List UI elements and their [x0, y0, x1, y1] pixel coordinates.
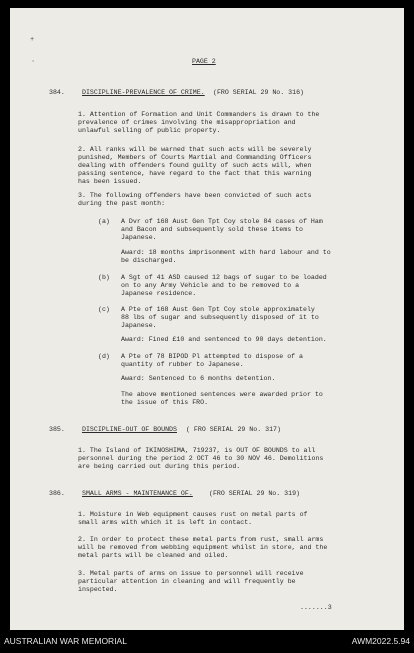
- item-line: Japanese.: [121, 322, 157, 329]
- paragraph-line: 2. In order to protect these metal parts from rust, small arms: [78, 536, 324, 543]
- item-line: quantity of rubber to Japanese.: [121, 361, 244, 368]
- closing-line: the issue of this FRO.: [121, 399, 209, 406]
- item-label: (c): [98, 306, 110, 313]
- section-heading: DISCIPLINE-PREVALENCE OF CRIME.: [82, 89, 205, 96]
- paragraph-line: are being carried out during this period.: [78, 463, 241, 470]
- footer-reference: AWM2022.5.94: [351, 636, 410, 646]
- paragraph-line: inspected.: [78, 586, 118, 593]
- paragraph-line: prevalence of crimes involving the misappropriation and: [78, 119, 296, 126]
- paragraph-line: has been issued.: [78, 178, 142, 185]
- section-reference: ( FRO SERIAL 29 No. 317): [186, 426, 281, 433]
- archive-footer: [0, 632, 414, 653]
- item-line: Japanese.: [121, 234, 157, 241]
- paragraph-line: personnel during the period 2 OCT 46 to 30 NOV 46. Demolitions: [78, 455, 324, 462]
- award-line: be discharged.: [121, 257, 177, 264]
- margin-mark: ·: [31, 58, 36, 66]
- paragraph-line: dealing with offenders found guilty of such acts will, when: [78, 162, 312, 169]
- section-reference: (FRO SERIAL 29 No. 316): [213, 89, 305, 96]
- page-heading: PAGE 2: [192, 58, 216, 65]
- paragraph-line: 1. The Island of IKINOSHIMA, 719237, is OUT OF BOUNDS to all: [78, 447, 316, 454]
- item-label: (b): [98, 274, 110, 281]
- item-line: and Bacon and subsequently sold these items to: [121, 226, 304, 233]
- section-heading: DISCIPLINE-OUT OF BOUNDS: [82, 426, 177, 433]
- section-reference: (FRO SERIAL 29 No. 319): [209, 490, 301, 497]
- paragraph-line: 1. Moisture in Web equipment causes rust on metal parts of: [78, 511, 308, 518]
- item-line: 88 lbs of sugar and subsequently disposed of it to: [121, 314, 319, 321]
- paragraph-line: 2. All ranks will be warned that such acts will be severely: [78, 146, 312, 153]
- paragraph-line: during the past month:: [78, 200, 166, 207]
- document-page: [10, 8, 404, 630]
- paragraph-line: 3. Metal parts of arms on issue to personnel will receive: [78, 570, 304, 577]
- closing-line: The above mentioned sentences were awarded prior to: [121, 391, 323, 398]
- paragraph-line: metal parts will be cleaned and oiled.: [78, 552, 229, 559]
- continuation-marker: .......3: [300, 604, 332, 611]
- item-label: (d): [98, 353, 110, 360]
- item-line: A Pte of 78 BIPOD Pl attempted to dispose of a: [121, 353, 304, 360]
- item-label: (a): [98, 218, 110, 225]
- section-number: 384.: [49, 89, 65, 96]
- paragraph-line: 1. Attention of Formation and Unit Commanders is drawn to the: [78, 111, 320, 118]
- section-heading: SMALL ARMS - MAINTENANCE OF.: [82, 490, 193, 497]
- award-line: Award: 18 months imprisonment with hard labour and to: [121, 249, 331, 256]
- item-line: A Dvr of 168 Aust Gen Tpt Coy stole 84 cases of Ham: [121, 218, 323, 225]
- item-line: on to any Army Vehicle and to be removed to a: [121, 282, 300, 289]
- item-line: Japanese residence.: [121, 290, 197, 297]
- award-line: Award: Fined £10 and sentenced to 90 days detention.: [121, 336, 327, 343]
- paragraph-line: punished, Members of Courts Martial and Commanding Officers: [78, 154, 312, 161]
- paragraph-line: unlawful selling of public property.: [78, 127, 221, 134]
- award-line: Award: Sentenced to 6 months detention.: [121, 375, 276, 382]
- paragraph-line: 3. The following offenders have been convicted of such acts: [78, 192, 312, 199]
- section-number: 385.: [49, 426, 65, 433]
- paragraph-line: will be removed from webbing equipment whilst in store, and the: [78, 544, 328, 551]
- item-line: A Sgt of 41 ASD caused 12 bags of sugar to be loaded: [121, 274, 327, 281]
- paragraph-line: passing sentence, have regard to the fact that this warning: [78, 170, 312, 177]
- item-line: A Pte of 168 Aust Gen Tpt Coy stole approximately: [121, 306, 315, 313]
- margin-mark: +: [30, 36, 35, 44]
- paragraph-line: small arms with which it is left in contact.: [78, 519, 253, 526]
- section-number: 386.: [49, 490, 65, 497]
- footer-source: AUSTRALIAN WAR MEMORIAL: [4, 636, 127, 646]
- paragraph-line: particular attention in cleaning and will frequently be: [78, 578, 296, 585]
